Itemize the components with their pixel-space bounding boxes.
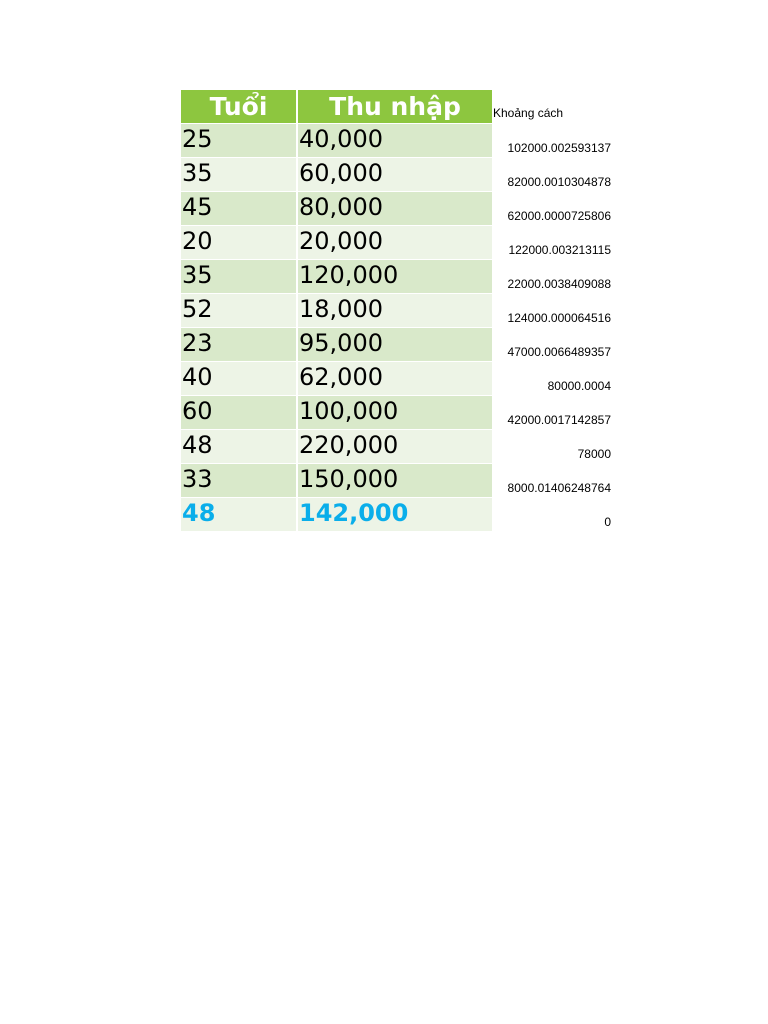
table-row [181,226,611,259]
table-row [181,294,611,327]
distance-cell: 124000.000064516 [507,311,611,325]
table-row [181,124,611,157]
distance-cell: 8000.01406248764 [507,481,611,495]
distance-cell: 78000 [577,447,611,461]
income-cell: 40,000 [298,124,492,157]
age-cell: 35 [181,158,296,191]
distance-cell: 42000.0017142857 [507,413,611,427]
table-header-row [181,90,611,123]
income-cell: 150,000 [298,464,492,497]
age-cell: 60 [181,396,296,429]
result-age-cell: 48 [181,498,296,531]
header-distance: Khoảng cách [493,106,564,120]
income-cell: 120,000 [298,260,492,293]
distance-cell: 47000.0066489357 [507,345,611,359]
distance-cell: 80000.0004 [547,379,611,393]
income-cell: 62,000 [298,362,492,395]
income-cell: 60,000 [298,158,492,191]
income-cell: 80,000 [298,192,492,225]
age-cell: 23 [181,328,296,361]
income-cell: 100,000 [298,396,492,429]
age-cell: 45 [181,192,296,225]
table-row [181,192,611,225]
age-cell: 35 [181,260,296,293]
table-row [181,362,611,395]
table-row [181,260,611,293]
header-age: Tuổi [181,90,296,123]
age-cell: 20 [181,226,296,259]
table-row [181,430,611,463]
income-cell: 20,000 [298,226,492,259]
distance-cell: 62000.0000725806 [507,209,611,223]
income-cell: 18,000 [298,294,492,327]
age-cell: 48 [181,430,296,463]
age-cell: 25 [181,124,296,157]
age-cell: 33 [181,464,296,497]
age-cell: 52 [181,294,296,327]
table-row [181,396,611,429]
table-row [181,328,611,361]
result-row [181,498,611,531]
income-cell: 95,000 [298,328,492,361]
table-row [181,464,611,497]
distance-cell: 82000.0010304878 [507,175,611,189]
age-cell: 40 [181,362,296,395]
table-row [181,158,611,191]
header-income: Thu nhập [298,90,492,123]
distance-cell: 22000.0038409088 [507,277,611,291]
result-income-cell: 142,000 [298,498,492,531]
distance-cell: 102000.002593137 [507,141,611,155]
result-distance-cell: 0 [604,515,611,529]
distance-cell: 122000.003213115 [508,243,611,257]
income-cell: 220,000 [298,430,492,463]
